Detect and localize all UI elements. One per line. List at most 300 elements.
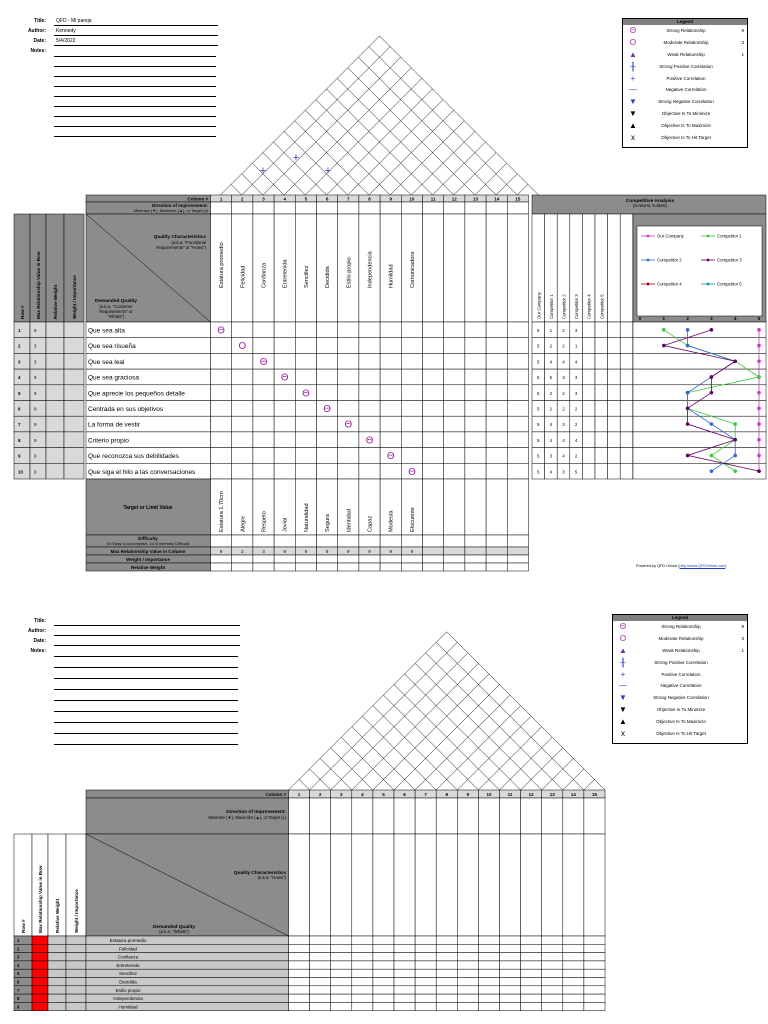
relationship-cell (563, 994, 584, 1002)
how-header-cell (584, 834, 605, 936)
row-number: 6 (18, 406, 21, 412)
row-number: 9 (18, 453, 21, 459)
column-number: 15 (591, 792, 597, 797)
how-label: Sencillez (303, 265, 310, 288)
relationship-cell (373, 936, 394, 944)
competitor-legend-marker (707, 259, 710, 262)
strong-relationship-icon: Θ (619, 622, 627, 631)
relationship-cell (465, 401, 486, 417)
relationship-cell (310, 953, 331, 961)
relationship-cell (295, 416, 316, 432)
relationship-cell (507, 353, 528, 369)
strong-relationship-icon: Θ (280, 372, 289, 384)
relationship-cell (352, 978, 373, 986)
relationship-cell (289, 978, 310, 986)
column-number: 5 (304, 196, 308, 202)
relationship-cell (211, 463, 232, 479)
what-label: Que siga el hilo a las conversaciones (88, 468, 196, 476)
relationship-cell (444, 353, 465, 369)
competitor-score: 5 (537, 406, 540, 412)
competitor-score: 5 (537, 343, 540, 349)
competitor-score-cell (608, 416, 621, 432)
legend-item-label: Objective Is To Hit Target (656, 731, 706, 737)
max-rel-value: 9 (34, 437, 37, 443)
target-value: Elocuente (409, 507, 416, 532)
author-field[interactable]: Kennedy (54, 28, 218, 36)
column-number: 8 (445, 792, 449, 797)
what-label: Felicidad (118, 946, 138, 952)
relationship-cell (465, 385, 486, 401)
target-cell (507, 479, 528, 535)
relationship-cell (401, 338, 422, 354)
competitor-point (662, 344, 666, 348)
competitor-point (757, 469, 761, 473)
row-number: 9 (17, 1004, 20, 1010)
competitor-score-cell (620, 353, 633, 369)
row-number: 8 (17, 996, 20, 1002)
what-cell (86, 944, 289, 952)
relationship-cell (295, 432, 316, 448)
competitor-label: Competitor 5 (599, 294, 605, 319)
relationship-cell (211, 432, 232, 448)
max-rel-col-value: 9 (325, 549, 329, 554)
weight-cell (64, 448, 84, 464)
competitor-score-cell (582, 401, 595, 417)
competitor-score-cell (582, 338, 595, 354)
relationship-cell (295, 338, 316, 354)
relationship-cell (253, 369, 274, 385)
competitor-score-cell (582, 322, 595, 338)
competitor-point (733, 438, 737, 442)
how-header-cell (331, 834, 352, 936)
relationship-cell (415, 978, 436, 986)
legend-item-value: 3 (741, 635, 744, 641)
competitor-score-cell (595, 401, 608, 417)
relationship-cell (423, 401, 444, 417)
relationship-cell (331, 953, 352, 961)
relationship-cell (542, 986, 563, 994)
relationship-cell (521, 953, 542, 961)
relationship-cell (274, 401, 295, 417)
maximize-icon: ▲ (629, 121, 637, 131)
relationship-cell (380, 416, 401, 432)
what-label: Que sea alta (88, 327, 125, 335)
relationship-cell (500, 1002, 521, 1010)
competitor-legend-label: Our Company (657, 233, 684, 239)
direction-cell (338, 202, 359, 214)
target-cell (423, 479, 444, 535)
footer-cell (465, 555, 486, 563)
competitor-score-cell (595, 448, 608, 464)
relationship-cell (507, 448, 528, 464)
relative-weight-cell (48, 994, 66, 1002)
relationship-cell (232, 432, 253, 448)
competitor-header-cell (608, 214, 621, 322)
maximize-icon: ▲ (619, 717, 627, 727)
relationship-cell (352, 986, 373, 994)
competitor-score-cell (608, 353, 621, 369)
relationship-cell (331, 978, 352, 986)
relationship-cell (352, 994, 373, 1002)
left-header-label: Relative Weight (53, 284, 58, 319)
relationship-cell (584, 944, 605, 952)
relationship-cell (401, 401, 422, 417)
competitor-point (757, 407, 761, 411)
relationship-cell (486, 322, 507, 338)
relationship-cell (542, 1002, 563, 1010)
competitor-score: 3 (549, 453, 553, 459)
row-number: 5 (17, 971, 20, 977)
relationship-cell (542, 953, 563, 961)
how-label: Estatura promedio (219, 242, 226, 288)
demanded-quality-sub: "Whats") (107, 314, 125, 319)
column-number: 14 (570, 792, 576, 797)
relationship-cell (310, 961, 331, 969)
target-cell (444, 479, 465, 535)
relationship-cell (380, 385, 401, 401)
relationship-cell (563, 961, 584, 969)
weight-cell (66, 936, 86, 944)
relative-weight-cell (46, 369, 64, 385)
competitor-score: 5 (537, 359, 540, 365)
competitor-score: 4 (549, 422, 553, 428)
max-rel-cell (30, 432, 46, 448)
relationship-cell (331, 944, 352, 952)
row-number: 6 (17, 979, 20, 985)
relationship-cell (331, 969, 352, 977)
target-cell (486, 479, 507, 535)
weight-cell (66, 969, 86, 977)
relationship-cell (542, 961, 563, 969)
relationship-cell (584, 986, 605, 994)
relationship-cell (436, 953, 457, 961)
competitor-score-cell (608, 385, 621, 401)
footer-cell (465, 563, 486, 571)
relative-weight-cell (46, 401, 64, 417)
how-header-cell (436, 834, 457, 936)
quality-characteristics-sub: (a.k.a. "Functional (171, 240, 206, 245)
relationship-cell (338, 338, 359, 354)
relationship-cell (211, 416, 232, 432)
strong-relationship-icon: Θ (259, 356, 268, 368)
left-header-label: Row # (20, 305, 25, 319)
direction-cell (465, 202, 486, 214)
relationship-cell (444, 369, 465, 385)
row-number: 1 (17, 938, 20, 943)
what-label: Que sea graciosa (88, 374, 139, 382)
relationship-cell (380, 463, 401, 479)
legend-item-value: 3 (741, 39, 744, 45)
relationship-cell (359, 416, 380, 432)
relationship-cell (338, 322, 359, 338)
how-header-cell (507, 214, 528, 322)
relationship-cell (359, 385, 380, 401)
demanded-quality-sub: Requirements" or (99, 309, 133, 314)
relationship-cell (465, 353, 486, 369)
direction-cell (317, 202, 338, 214)
relationship-cell (584, 994, 605, 1002)
relationship-cell (394, 994, 415, 1002)
footer-cell (423, 547, 444, 555)
max-rel-cell (32, 986, 48, 994)
competitor-chart-cell (633, 322, 766, 338)
relative-weight-cell (46, 463, 64, 479)
powered-by-footer: Powered by QFD Online (http://www.QFDOnline.com) (636, 564, 727, 568)
row-number-cell (14, 432, 30, 448)
competitor-point (710, 391, 714, 395)
what-label: Criterio propio (88, 437, 129, 445)
relationship-cell (338, 385, 359, 401)
how-header-cell (486, 214, 507, 322)
legend-item-label: Objective Is To Minimize (656, 707, 706, 713)
weight-cell (64, 432, 84, 448)
direction-cell (274, 202, 295, 214)
relationship-cell (310, 944, 331, 952)
max-rel-cell (32, 969, 48, 977)
competitor-score-cell (595, 338, 608, 354)
relationship-cell (415, 1002, 436, 1010)
relative-weight-cell (46, 385, 64, 401)
direction-cell (500, 798, 521, 834)
relationship-cell (444, 448, 465, 464)
footer-label: Weight / Importance (126, 557, 170, 562)
competitor-point (757, 422, 761, 426)
competitor-score: 2 (574, 453, 578, 459)
relationship-cell (380, 369, 401, 385)
relationship-cell (359, 322, 380, 338)
relationship-cell (444, 432, 465, 448)
legend-item-label: Positive Correlation (661, 671, 701, 677)
qfd-online-link[interactable]: http://www.QFDOnline.com (679, 564, 726, 568)
relationship-cell (338, 448, 359, 464)
title-field[interactable]: QFD - Mi pareja (54, 18, 218, 26)
footer-cell (486, 563, 507, 571)
left-header-label: Weight / Importance (72, 275, 77, 319)
competitor-score-cell (608, 369, 621, 385)
relationship-cell (542, 969, 563, 977)
what-label: Decidida (119, 979, 137, 985)
relationship-cell (310, 936, 331, 944)
relationship-cell (338, 432, 359, 448)
competitor-score: 2 (549, 343, 553, 349)
competitor-point (757, 359, 761, 363)
relationship-cell (507, 432, 528, 448)
what-cell (86, 1002, 289, 1010)
direction-cell (478, 798, 499, 834)
footer-label: Relative Weight (130, 565, 166, 570)
notes-label-2: Notes: (30, 648, 46, 654)
competitor-score-cell (620, 322, 633, 338)
row-number: 4 (18, 375, 21, 381)
relationship-cell (478, 1002, 499, 1010)
relationship-cell (359, 448, 380, 464)
max-rel-col-value: 9 (389, 549, 392, 554)
relationship-cell (486, 353, 507, 369)
competitor-score: 2 (562, 390, 565, 396)
relationship-cell (289, 986, 310, 994)
competitor-score: 3 (562, 375, 565, 381)
how-label: Felicidad (240, 265, 247, 288)
competitor-score: 2 (574, 406, 578, 412)
competitor-score-cell (620, 463, 633, 479)
weight-cell (64, 385, 84, 401)
direction-cell (457, 798, 478, 834)
competitor-chart-cell (633, 401, 766, 417)
competitor-score-cell (608, 463, 621, 479)
relationship-cell (211, 385, 232, 401)
relative-weight-cell (48, 1002, 66, 1010)
relationship-cell (423, 322, 444, 338)
left-header-label: Max Relationship Value in Row (38, 865, 43, 933)
row-number: 3 (17, 954, 20, 960)
competitor-label: Competitor 1 (548, 294, 554, 319)
competitor-legend-marker (647, 283, 650, 286)
author-label: Author: (27, 28, 46, 34)
relationship-cell (274, 385, 295, 401)
how-label: Decidida (325, 266, 332, 288)
relationship-cell (380, 401, 401, 417)
relationship-cell (394, 969, 415, 977)
competitor-score-cell (620, 369, 633, 385)
competitor-score-cell (608, 432, 621, 448)
relationship-cell (295, 463, 316, 479)
relationship-cell (507, 463, 528, 479)
footer-cell (274, 555, 295, 563)
relationship-cell (274, 448, 295, 464)
relative-weight-cell (46, 353, 64, 369)
competitor-label: Competitor 4 (586, 294, 592, 319)
what-label: Humildad (118, 1004, 138, 1010)
legend-item-label: Strong Relationship (661, 624, 701, 629)
how-header-cell (394, 834, 415, 936)
footer-cell (423, 563, 444, 571)
weight-cell (66, 953, 86, 961)
footer-cell (423, 535, 444, 547)
max-rel-col-value: 3 (262, 549, 265, 554)
column-number: 6 (325, 196, 329, 202)
relationship-cell (232, 416, 253, 432)
direction-cell (253, 202, 274, 214)
footer-cell (486, 547, 507, 555)
what-label: Estilo propio (115, 987, 141, 993)
relationship-cell (436, 994, 457, 1002)
column-number: 11 (430, 196, 436, 202)
max-rel-cell (30, 322, 46, 338)
competitor-legend-label: Competitor 2 (657, 257, 682, 263)
relationship-cell (401, 353, 422, 369)
max-rel-cell (30, 353, 46, 369)
relationship-cell (295, 353, 316, 369)
relationship-cell (563, 969, 584, 977)
strong-relationship-icon: Θ (365, 435, 374, 447)
relative-weight-cell (48, 944, 66, 952)
relationship-cell (232, 463, 253, 479)
relationship-cell (310, 978, 331, 986)
legend-item-value: 9 (741, 624, 744, 629)
how-header-cell (457, 834, 478, 936)
relationship-cell (507, 416, 528, 432)
competitor-header-cell (620, 214, 633, 322)
how-header-cell (352, 834, 373, 936)
how-header-cell (478, 834, 499, 936)
what-label: Que reconozca sus debilidades (88, 453, 179, 461)
relationship-cell (401, 322, 422, 338)
competitor-score-cell (620, 416, 633, 432)
what-label: Independencia (113, 996, 143, 1002)
how-label: Confianza (261, 262, 268, 288)
relationship-cell (394, 944, 415, 952)
what-label: La forma de vestir (88, 421, 141, 429)
relationship-cell (394, 936, 415, 944)
relative-weight-cell (48, 936, 66, 944)
target-value: Capaz (367, 515, 374, 532)
competitor-score-cell (608, 322, 621, 338)
relationship-cell (401, 448, 422, 464)
relationship-cell (436, 969, 457, 977)
row-number-cell (14, 369, 30, 385)
competitor-score: 5 (537, 328, 540, 333)
relationship-cell (457, 969, 478, 977)
demanded-quality-title: Demanded Quality (94, 299, 138, 304)
column-number: 7 (424, 792, 427, 797)
footer-cell (444, 555, 465, 563)
relationship-cell (289, 953, 310, 961)
row-number: 7 (17, 987, 20, 993)
how-label: Independencia (367, 251, 374, 288)
relationship-cell (415, 986, 436, 994)
competitor-score: 2 (549, 390, 553, 396)
max-rel-value: 9 (34, 375, 37, 381)
competitor-score-cell (582, 369, 595, 385)
how-label: Comunicadora (409, 251, 416, 288)
footer-cell (380, 535, 401, 547)
relationship-cell (465, 369, 486, 385)
how-label: Entretenida (282, 259, 289, 288)
moderate-relationship-icon: O (619, 633, 627, 643)
competitor-score-cell (595, 369, 608, 385)
legend-item-value: 1 (741, 51, 744, 57)
strong-positive-correlation-icon: ╫ (630, 61, 636, 71)
competitor-score: 4 (549, 359, 553, 365)
how-label: Estilo propio (346, 257, 353, 288)
hit-target-icon: x (631, 133, 635, 143)
column-number: 1 (219, 196, 223, 202)
relationship-cell (478, 961, 499, 969)
legend-item-label: Objective Is To Minimize (661, 111, 711, 117)
how-header-cell (542, 834, 563, 936)
competitor-chart-cell (633, 385, 766, 401)
date-label-2: Date: (33, 638, 46, 644)
title-label: Title: (34, 18, 46, 24)
relationship-cell (331, 961, 352, 969)
footer-cell (338, 535, 359, 547)
footer-cell (507, 535, 528, 547)
competitor-point (733, 422, 737, 426)
competitor-score: 3 (574, 390, 578, 396)
date-field[interactable]: 5/4/2022 (54, 38, 218, 46)
competitive-title: Competitive Analysis (625, 199, 675, 204)
competitor-chart-cell (633, 369, 766, 385)
direction-cell (380, 202, 401, 214)
competitor-score-cell (595, 353, 608, 369)
target-cell (465, 479, 486, 535)
relationship-cell (500, 961, 521, 969)
competitor-point (686, 344, 690, 348)
what-label: Confianza (117, 954, 139, 960)
competitor-chart-cell (633, 416, 766, 432)
relationship-cell (457, 986, 478, 994)
column-number: 8 (368, 196, 371, 202)
